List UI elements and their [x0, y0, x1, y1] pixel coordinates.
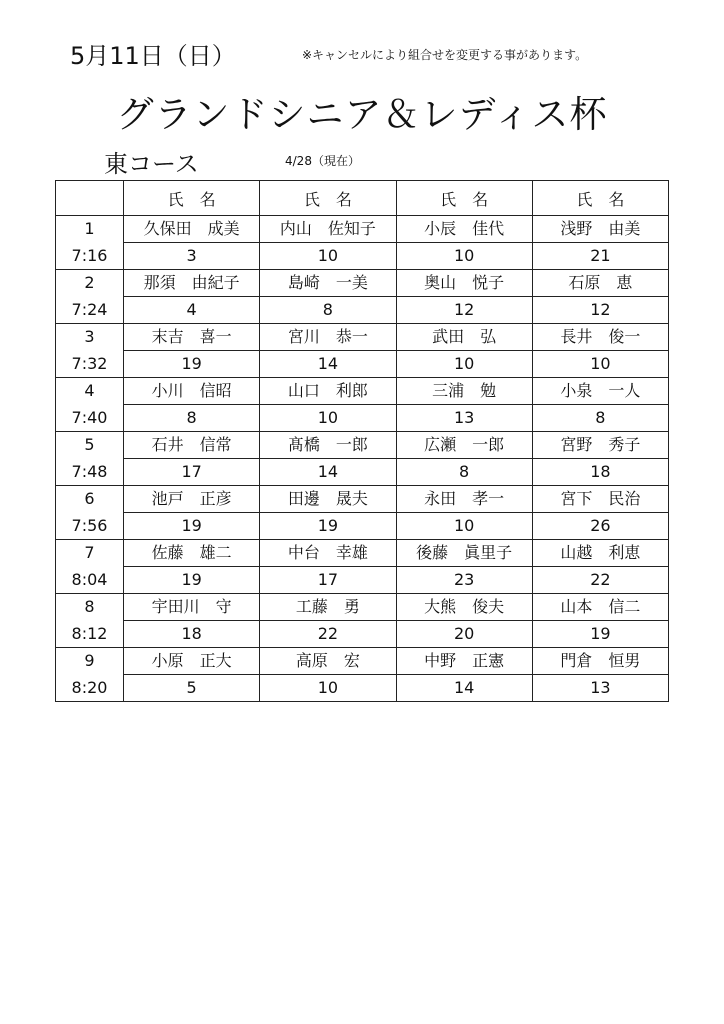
player-name: 山口 利郎 — [260, 378, 396, 405]
player-value: 14 — [260, 459, 396, 486]
tee-time: 7:40 — [56, 405, 124, 432]
player-value: 10 — [260, 675, 396, 702]
player-name: 永田 孝一 — [396, 486, 532, 513]
player-value: 18 — [532, 459, 668, 486]
player-name: 髙橋 一郎 — [260, 432, 396, 459]
group-row-names — [56, 270, 669, 297]
group-row-values — [56, 405, 669, 432]
player-name: 三浦 勉 — [396, 378, 532, 405]
player-name: 小辰 佳代 — [396, 216, 532, 243]
player-value: 10 — [396, 513, 532, 540]
player-value: 17 — [124, 459, 260, 486]
group-number: 3 — [56, 324, 124, 351]
player-value: 13 — [532, 675, 668, 702]
player-value: 12 — [396, 297, 532, 324]
player-value: 10 — [396, 243, 532, 270]
player-value: 19 — [124, 567, 260, 594]
group-row-names — [56, 540, 669, 567]
group-row-names — [56, 216, 669, 243]
tee-time: 8:04 — [56, 567, 124, 594]
player-value: 19 — [260, 513, 396, 540]
player-value: 8 — [396, 459, 532, 486]
group-row-names — [56, 594, 669, 621]
player-value: 12 — [532, 297, 668, 324]
group-row-values — [56, 459, 669, 486]
player-name: 山本 信二 — [532, 594, 668, 621]
group-number: 1 — [56, 216, 124, 243]
group-number: 7 — [56, 540, 124, 567]
player-value: 18 — [124, 621, 260, 648]
player-value: 23 — [396, 567, 532, 594]
player-value: 22 — [260, 621, 396, 648]
player-value: 19 — [532, 621, 668, 648]
player-value: 10 — [396, 351, 532, 378]
group-number: 8 — [56, 594, 124, 621]
course-name: 東コース — [104, 150, 199, 178]
group-row-values — [56, 513, 669, 540]
player-name: 奥山 悦子 — [396, 270, 532, 297]
pairings-table — [55, 180, 669, 702]
player-value: 13 — [396, 405, 532, 432]
column-header: 氏 名 — [532, 181, 668, 216]
group-row-names — [56, 378, 669, 405]
player-name: 大熊 俊夫 — [396, 594, 532, 621]
pairings-body — [56, 216, 669, 702]
player-value: 4 — [124, 297, 260, 324]
player-name: 田邊 晟夫 — [260, 486, 396, 513]
date-heading: 5月11日（日） — [70, 42, 236, 70]
group-row-names — [56, 432, 669, 459]
group-number: 2 — [56, 270, 124, 297]
player-value: 22 — [532, 567, 668, 594]
group-row-values — [56, 297, 669, 324]
player-value: 10 — [260, 405, 396, 432]
tee-time: 7:16 — [56, 243, 124, 270]
player-value: 8 — [260, 297, 396, 324]
player-name: 宮野 秀子 — [532, 432, 668, 459]
player-name: 池戸 正彦 — [124, 486, 260, 513]
group-number: 9 — [56, 648, 124, 675]
player-name: 佐藤 雄二 — [124, 540, 260, 567]
player-value: 5 — [124, 675, 260, 702]
player-name: 内山 佐知子 — [260, 216, 396, 243]
player-value: 21 — [532, 243, 668, 270]
player-name: 宇田川 守 — [124, 594, 260, 621]
player-value: 19 — [124, 513, 260, 540]
group-number: 4 — [56, 378, 124, 405]
column-header: 氏 名 — [396, 181, 532, 216]
player-value: 8 — [532, 405, 668, 432]
tee-time: 7:56 — [56, 513, 124, 540]
player-name: 中野 正憲 — [396, 648, 532, 675]
group-row-values — [56, 243, 669, 270]
column-header: 氏 名 — [260, 181, 396, 216]
group-row-values — [56, 351, 669, 378]
player-name: 島崎 一美 — [260, 270, 396, 297]
player-value: 10 — [260, 243, 396, 270]
group-row-names — [56, 486, 669, 513]
group-row-values — [56, 675, 669, 702]
player-name: 後藤 眞里子 — [396, 540, 532, 567]
player-name: 那須 由紀子 — [124, 270, 260, 297]
group-number: 6 — [56, 486, 124, 513]
player-name: 長井 俊一 — [532, 324, 668, 351]
player-value: 19 — [124, 351, 260, 378]
cancellation-notice: ※キャンセルにより組合せを変更する事があります。 — [302, 48, 588, 62]
player-name: 広瀬 一郎 — [396, 432, 532, 459]
player-name: 小川 信昭 — [124, 378, 260, 405]
header-corner — [56, 181, 124, 216]
player-name: 小原 正大 — [124, 648, 260, 675]
player-name: 中台 幸雄 — [260, 540, 396, 567]
player-name: 武田 弘 — [396, 324, 532, 351]
group-number: 5 — [56, 432, 124, 459]
player-value: 3 — [124, 243, 260, 270]
tee-time: 8:12 — [56, 621, 124, 648]
player-name: 山越 利恵 — [532, 540, 668, 567]
player-value: 17 — [260, 567, 396, 594]
player-name: 高原 宏 — [260, 648, 396, 675]
player-value: 8 — [124, 405, 260, 432]
group-row-names — [56, 648, 669, 675]
player-value: 20 — [396, 621, 532, 648]
player-name: 石原 恵 — [532, 270, 668, 297]
player-name: 宮川 恭一 — [260, 324, 396, 351]
player-name: 工藤 勇 — [260, 594, 396, 621]
player-value: 14 — [260, 351, 396, 378]
tournament-title: グランドシニア＆レディス杯 — [116, 93, 608, 136]
header-row — [56, 181, 669, 216]
column-header: 氏 名 — [124, 181, 260, 216]
player-name: 末吉 喜一 — [124, 324, 260, 351]
player-value: 10 — [532, 351, 668, 378]
tee-time: 7:48 — [56, 459, 124, 486]
player-value: 14 — [396, 675, 532, 702]
player-name: 門倉 恒男 — [532, 648, 668, 675]
as-of-date: 4/28（現在） — [285, 154, 360, 168]
player-name: 石井 信常 — [124, 432, 260, 459]
group-row-values — [56, 567, 669, 594]
player-name: 宮下 民治 — [532, 486, 668, 513]
tee-time: 8:20 — [56, 675, 124, 702]
tee-time: 7:32 — [56, 351, 124, 378]
tee-time: 7:24 — [56, 297, 124, 324]
player-name: 浅野 由美 — [532, 216, 668, 243]
group-row-names — [56, 324, 669, 351]
player-name: 小泉 一人 — [532, 378, 668, 405]
player-name: 久保田 成美 — [124, 216, 260, 243]
player-value: 26 — [532, 513, 668, 540]
group-row-values — [56, 621, 669, 648]
